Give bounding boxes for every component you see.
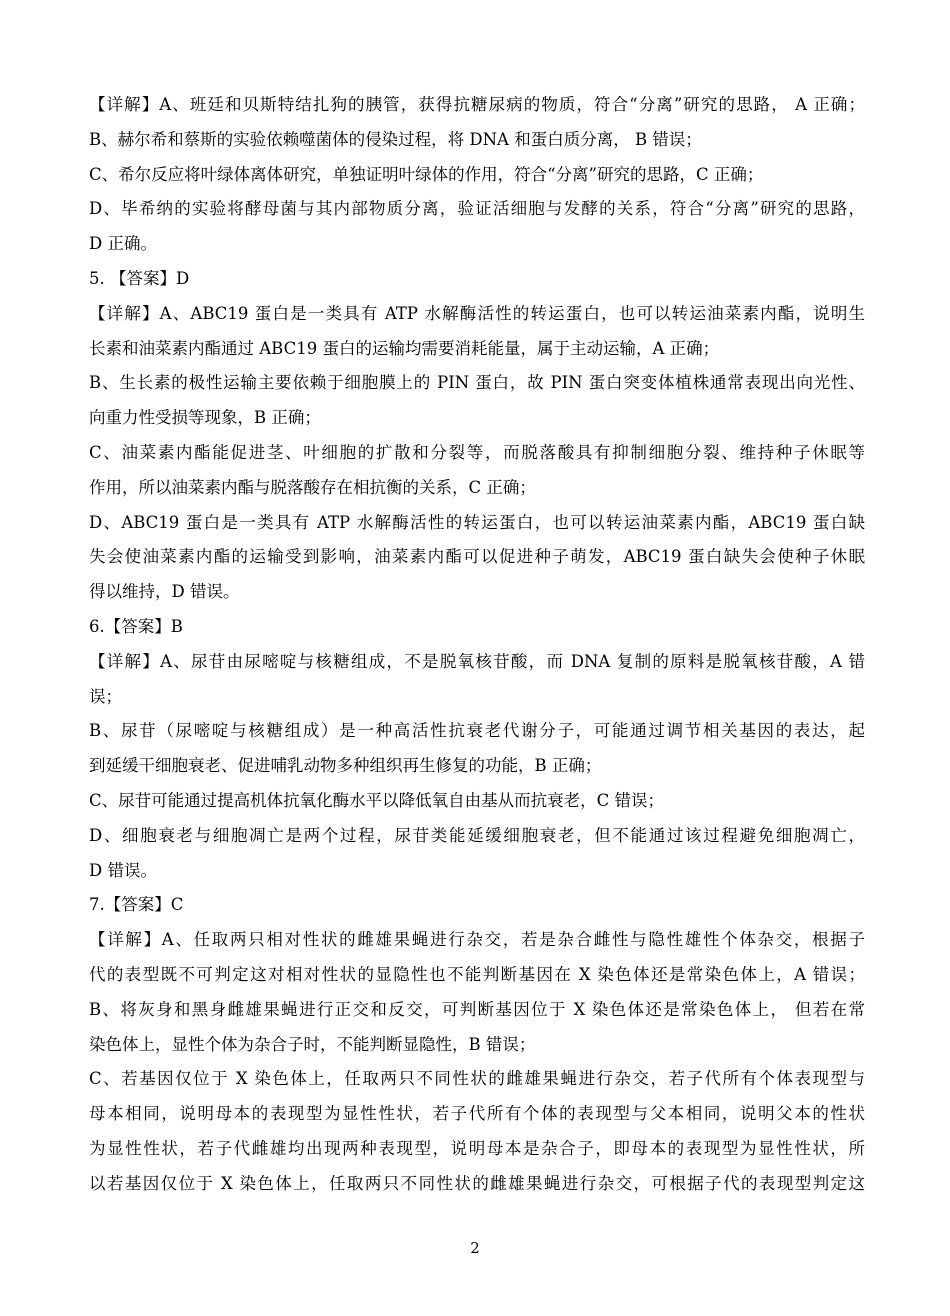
- text-line: C、希尔反应将叶绿体离体研究，单独证明叶绿体的作用，符合“分离”研究的思路，C 正确；: [89, 164, 764, 184]
- text-line: B、尿苷（尿嘧啶与核糖组成）是一种高活性抗衰老代谢分子，可能通过调节相关基因的表达，起: [89, 721, 865, 741]
- text-line: 【详解】A、任取两只相对性状的雌雄果蝇进行杂交，若是杂合雌性与隐性雄性个体杂交，根据子: [89, 930, 865, 950]
- text-line: 6.【答案】B: [89, 616, 183, 636]
- text-line: B、赫尔希和蔡斯的实验依赖噬菌体的侵染过程，将 DNA 和蛋白质分离， B 错误；: [89, 129, 702, 149]
- text-line: 7.【答案】C: [89, 895, 184, 915]
- text-line: 代的表型既不可判定这对相对性状的显隐性也不能判断基因在 X 染色体还是常染色体上，A 错误；: [89, 964, 865, 984]
- text-line: 得以维持，D 错误。: [89, 582, 240, 602]
- text-line: 【详解】A、ABC19 蛋白是一类具有 ATP 水解酶活性的转运蛋白，也可以转运油菜素内酯，说明生: [89, 303, 865, 323]
- text-line: 以若基因仅位于 X 染色体上，任取两只不同性状的雌雄果蝇进行杂交，可根据子代的表现型判定这: [89, 1173, 865, 1193]
- text-line: 失会使油菜素内酯的运输受到影响，油菜素内酯可以促进种子萌发，ABC19 蛋白缺失会使种子休眠: [89, 547, 865, 567]
- text-line: D 正确。: [89, 234, 157, 254]
- text-line: 【详解】A、班廷和贝斯特结扎狗的胰管，获得抗糖尿病的物质，符合“分离”研究的思路， A 正确；: [89, 95, 865, 114]
- text-line: D、细胞衰老与细胞凋亡是两个过程，尿苷类能延缓细胞衰老，但不能通过该过程避免细胞凋亡，: [89, 825, 865, 845]
- text-line: C、若基因仅位于 X 染色体上，任取两只不同性状的雌雄果蝇进行杂交，若子代所有个体表现型与: [89, 1069, 865, 1089]
- text-line: B、将灰身和黑身雌雄果蝇进行正交和反交，可判断基因位于 X 染色体还是常染色体上， 但若在常: [89, 999, 865, 1019]
- text-line: 母本相同，说明母本的表现型为显性性状，若子代所有个体的表现型与父本相同，说明父本的性状: [89, 1104, 865, 1124]
- text-line: D、ABC19 蛋白是一类具有 ATP 水解酶活性的转运蛋白，也可以转运油菜素内酯，ABC19 蛋白缺: [89, 512, 865, 532]
- text-line: D 错误。: [89, 860, 157, 880]
- text-line: C、油菜素内酯能促进茎、叶细胞的扩散和分裂等，而脱落酸具有抑制细胞分裂、维持种子休眠等: [89, 442, 865, 462]
- page-number: 2: [470, 1239, 480, 1257]
- text-line: C、尿苷可能通过提高机体抗氧化酶水平以降低氧自由基从而抗衰老，C 错误；: [89, 790, 664, 810]
- text-line: B、生长素的极性运输主要依赖于细胞膜上的 PIN 蛋白，故 PIN 蛋白突变体植株通常表现出向光性、: [89, 373, 865, 393]
- text-line: 到延缓干细胞衰老、促进哺乳动物多种组织再生修复的功能，B 正确；: [89, 756, 602, 776]
- text-line: 5. 【答案】D: [89, 268, 190, 288]
- text-line: 【详解】A、尿苷由尿嘧啶与核糖组成，不是脱氧核苷酸，而 DNA 复制的原料是脱氧核苷酸，A 错: [89, 651, 865, 671]
- text-line: 长素和油菜素内酯通过 ABC19 蛋白的运输均需要消耗能量，属于主动运输，A 正确；: [89, 338, 720, 358]
- text-line: D、毕希纳的实验将酵母菌与其内部物质分离，验证活细胞与发酵的关系，符合“分离”研究的思路，: [89, 199, 865, 219]
- text-line: 误；: [89, 686, 122, 706]
- answer-explanation-text: [89, 88, 865, 1202]
- text-line: 染色体上，显性个体为杂合子时，不能判断显隐性，B 错误；: [89, 1034, 536, 1054]
- text-line: 作用，所以油菜素内酯与脱落酸存在相抗衡的关系，C 正确；: [89, 477, 536, 497]
- text-line: 为显性性状，若子代雌雄均出现两种表现型，说明母本是杂合子，即母本的表现型为显性性状，所: [89, 1138, 865, 1158]
- text-line: 向重力性受损等现象，B 正确；: [89, 408, 321, 428]
